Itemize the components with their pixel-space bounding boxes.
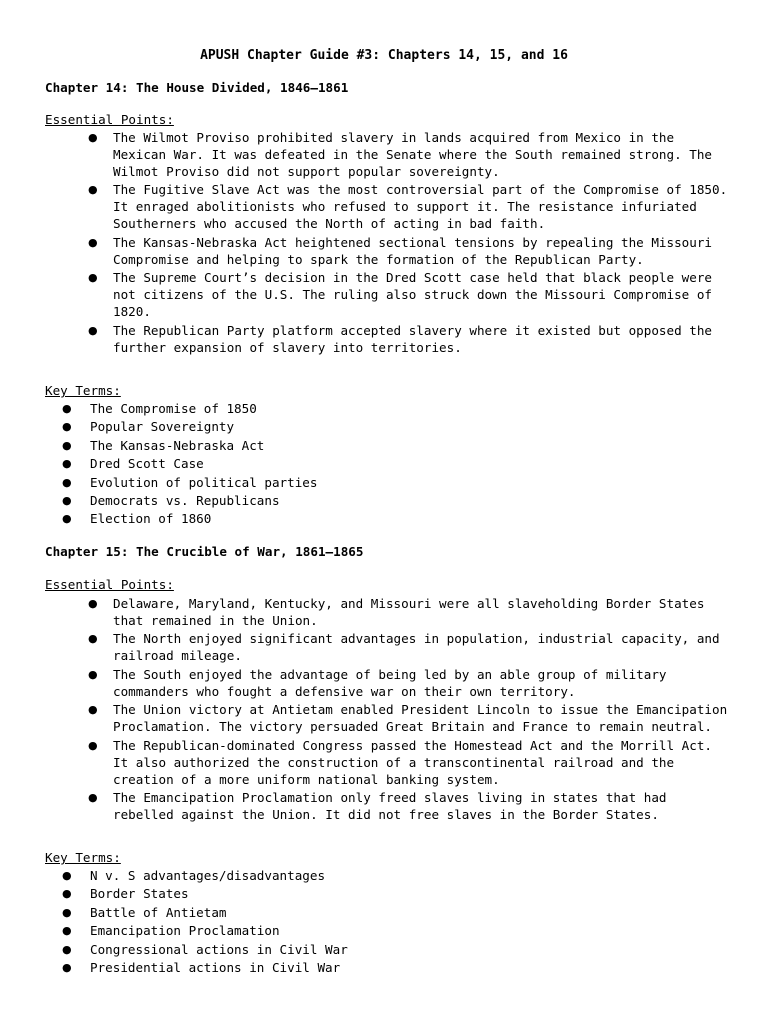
chapter-15-key-terms-label: Key Terms: bbox=[45, 850, 121, 865]
essential-point-text: Delaware, Maryland, Kentucky, and Missouri were all slaveholding Border States that remained in the Union. bbox=[113, 596, 705, 628]
key-term-text: Congressional actions in Civil War bbox=[90, 941, 348, 957]
list-item bbox=[88, 234, 728, 268]
list-item bbox=[62, 437, 702, 454]
key-term-text: Evolution of political parties bbox=[90, 474, 318, 490]
list-item bbox=[62, 959, 702, 976]
bullet-icon: ● bbox=[62, 960, 72, 974]
bullet-icon: ● bbox=[62, 402, 72, 415]
essential-point-text: The Kansas-Nebraska Act heightened sectional tensions by repealing the Missouri Compromise and helping to spark the formation of the Republican Party. bbox=[113, 234, 712, 267]
chapter-15-heading: Chapter 15: The Crucible of War, 1861–1865 bbox=[45, 544, 364, 559]
list-item bbox=[62, 510, 702, 527]
bullet-icon: ● bbox=[88, 183, 98, 197]
list-item bbox=[62, 941, 702, 958]
bullet-icon: ● bbox=[88, 597, 98, 610]
essential-point-text: The North enjoyed significant advantages in population, industrial capacity, and railroad mileage. bbox=[113, 631, 720, 664]
chapter-14-essential-points-list bbox=[88, 129, 728, 357]
key-term-text: The Compromise of 1850 bbox=[90, 401, 257, 416]
chapter-15-key-terms-list bbox=[62, 867, 702, 977]
bullet-icon: ● bbox=[62, 438, 72, 452]
list-item bbox=[88, 181, 728, 232]
chapter-15-essential-points-list bbox=[88, 595, 728, 824]
bullet-icon: ● bbox=[62, 475, 72, 489]
chapter-15-essential-points-label: Essential Points: bbox=[45, 577, 174, 592]
list-item bbox=[88, 129, 728, 180]
list-item bbox=[88, 630, 728, 664]
key-term-text: Dred Scott Case bbox=[90, 456, 204, 472]
essential-point-text: The Supreme Court’s decision in the Dred Scott case held that black people were not citizens of the U.S. The ruling also struck down the Missouri Compromise of 1820. bbox=[113, 270, 712, 320]
bullet-icon: ● bbox=[62, 869, 72, 882]
bullet-icon: ● bbox=[88, 632, 98, 646]
list-item bbox=[88, 595, 728, 629]
list-item bbox=[88, 701, 728, 735]
bullet-icon: ● bbox=[88, 323, 98, 337]
essential-point-text: The Republican-dominated Congress passed the Homestead Act and the Morrill Act. It also authorized the construction of a transcontinental railroad and the creation of a more uniform national banking system. bbox=[113, 737, 712, 787]
essential-point-text: The Emancipation Proclamation only freed slaves living in states that had rebelled against the Union. It did not free slaves in the Border States. bbox=[113, 789, 667, 822]
essential-point-text: The Republican Party platform accepted slavery where it existed but opposed the further expansion of slavery into territories. bbox=[113, 322, 712, 355]
key-term-text: Battle of Antietam bbox=[90, 904, 227, 920]
chapter-14-key-terms-label: Key Terms: bbox=[45, 383, 121, 398]
bullet-icon: ● bbox=[62, 905, 72, 919]
essential-point-text: The Wilmot Proviso prohibited slavery in lands acquired from Mexico in the Mexican War. It was defeated in the Senate where the South remained strong. The Wilmot Proviso did not support popular sovereignty. bbox=[113, 130, 712, 179]
key-term-text: N v. S advantages/disadvantages bbox=[90, 868, 326, 883]
chapter-14-heading: Chapter 14: The House Divided, 1846–1861 bbox=[45, 80, 349, 95]
list-item bbox=[62, 885, 702, 902]
list-item bbox=[62, 455, 702, 472]
list-item bbox=[62, 867, 702, 884]
essential-point-text: The Fugitive Slave Act was the most controversial part of the Compromise of 1850. It enraged abolitionists who refused to support it. The resistance infuriated Southerners who accused the North of acting in bad faith. bbox=[113, 182, 728, 232]
bullet-icon: ● bbox=[62, 493, 72, 507]
essential-point-text: The South enjoyed the advantage of being led by an able group of military commanders who fought a defensive war on their own territory. bbox=[113, 666, 667, 699]
key-term-text: Emancipation Proclamation bbox=[90, 923, 280, 939]
list-item bbox=[88, 789, 728, 823]
bullet-icon: ● bbox=[62, 887, 72, 901]
chapter-14-key-terms-list bbox=[62, 400, 702, 529]
list-item bbox=[62, 922, 702, 939]
bullet-icon: ● bbox=[88, 667, 98, 681]
key-term-text: Border States bbox=[90, 886, 189, 902]
list-item bbox=[62, 904, 702, 921]
list-item bbox=[62, 400, 702, 417]
list-item bbox=[62, 474, 702, 491]
bullet-icon: ● bbox=[62, 420, 72, 434]
key-term-text: Election of 1860 bbox=[90, 511, 212, 527]
list-item bbox=[62, 418, 702, 435]
key-term-text: Popular Sovereignty bbox=[90, 419, 235, 435]
bullet-icon: ● bbox=[62, 457, 72, 471]
list-item bbox=[88, 269, 728, 320]
bullet-icon: ● bbox=[62, 942, 72, 956]
bullet-icon: ● bbox=[88, 738, 98, 752]
key-term-text: Democrats vs. Republicans bbox=[90, 492, 280, 508]
essential-point-text: The Union victory at Antietam enabled President Lincoln to issue the Emancipation Proclamation. The victory persuaded Great Britain and France to remain neutral. bbox=[113, 702, 728, 735]
chapter-14-essential-points-label: Essential Points: bbox=[45, 112, 174, 127]
bullet-icon: ● bbox=[88, 703, 98, 717]
key-term-text: The Kansas-Nebraska Act bbox=[90, 437, 265, 453]
bullet-icon: ● bbox=[88, 235, 98, 249]
bullet-icon: ● bbox=[88, 271, 98, 285]
list-item bbox=[88, 737, 728, 788]
list-item bbox=[62, 492, 702, 509]
list-item bbox=[88, 666, 728, 700]
bullet-icon: ● bbox=[88, 131, 98, 144]
list-item bbox=[88, 322, 728, 356]
document-title: APUSH Chapter Guide #3: Chapters 14, 15, and 16 bbox=[200, 48, 568, 63]
bullet-icon: ● bbox=[62, 924, 72, 938]
key-term-text: Presidential actions in Civil War bbox=[90, 959, 341, 975]
bullet-icon: ● bbox=[62, 512, 72, 526]
bullet-icon: ● bbox=[88, 790, 98, 804]
